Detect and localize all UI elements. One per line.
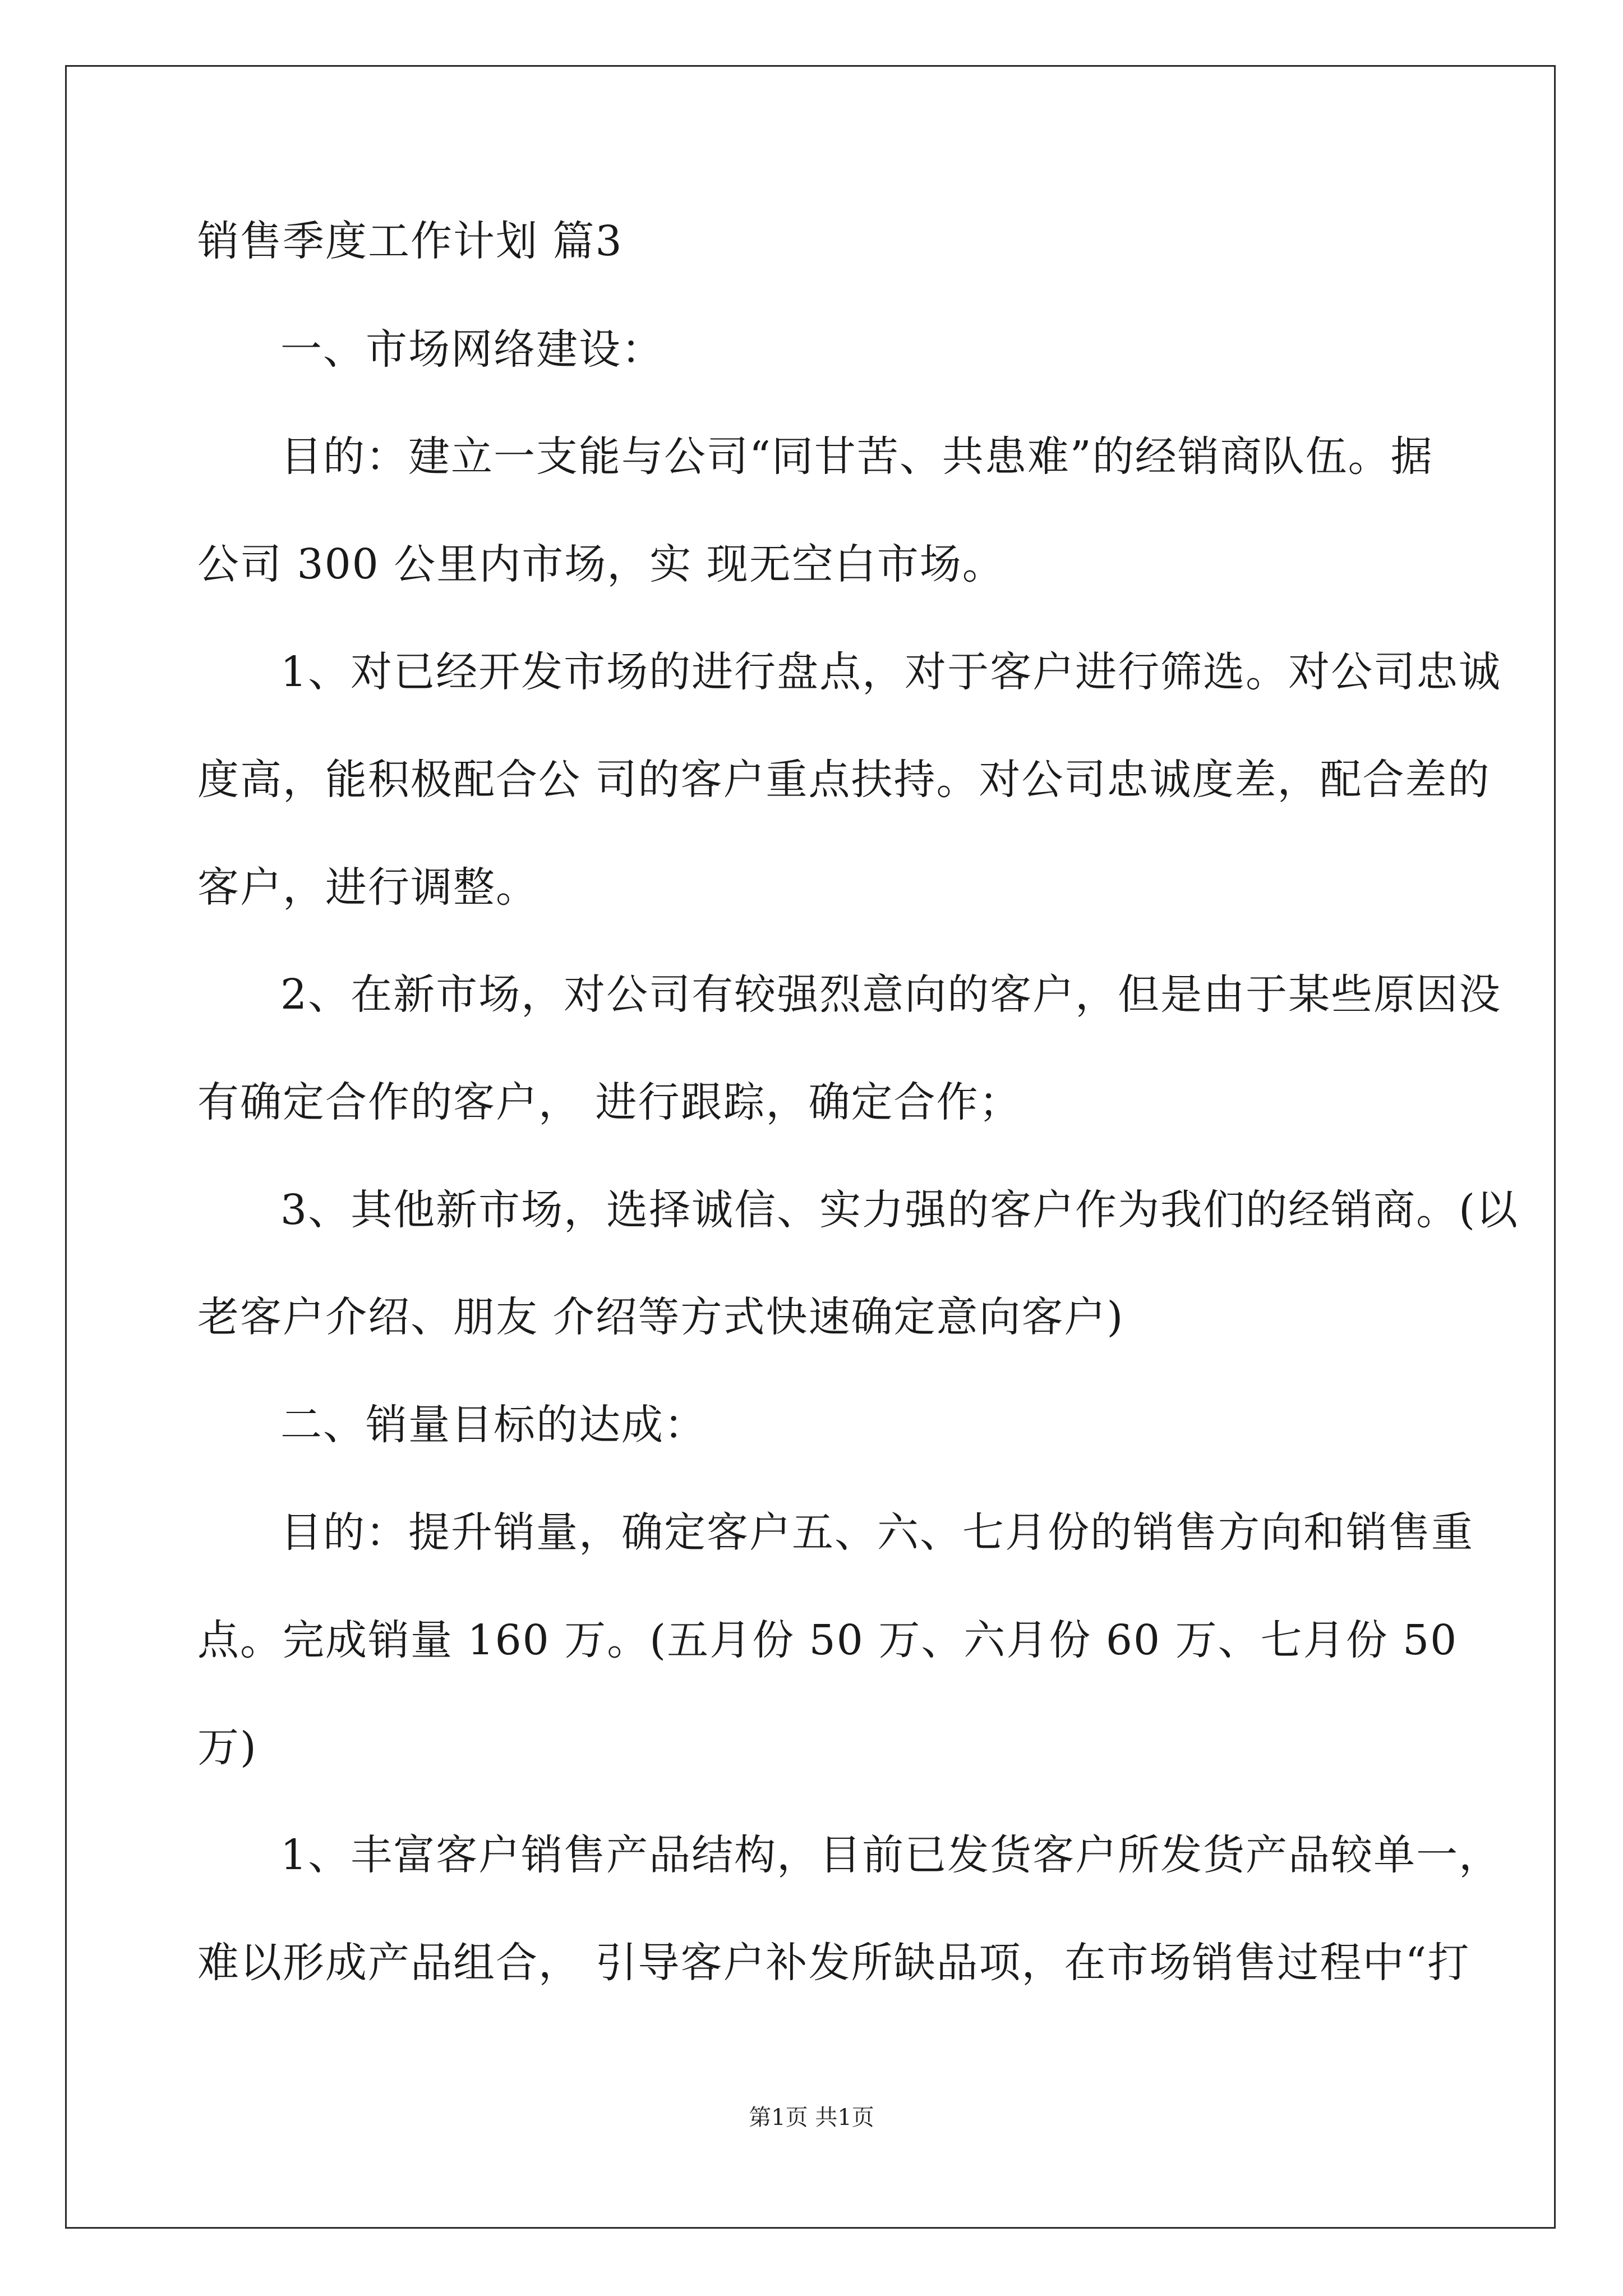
page-border	[65, 65, 1556, 2229]
paragraph-line: 1、丰富客户销售产品结构，目前已发货客户所发货产品较单一，	[280, 1831, 1502, 1879]
paragraph-line: 目的：建立一支能与公司“同甘苦、共患难”的经销商队伍。据	[280, 432, 1433, 481]
paragraph-line: 点。完成销量 160 万。(五月份 50 万、六月份 60 万、七月份 50	[197, 1616, 1458, 1664]
paragraph-line: 目的：提升销量，确定客户五、六、七月份的销售方向和销售重	[280, 1508, 1474, 1557]
paragraph-line: 公司 300 公里内市场，实 现无空白市场。	[197, 540, 1005, 588]
paragraph-line: 客户，进行调整。	[197, 863, 538, 912]
paragraph-line: 有确定合作的客户， 进行跟踪，确定合作；	[197, 1078, 1022, 1126]
page-footer: 第1页 共1页	[749, 2105, 874, 2131]
paragraph-line: 万)	[197, 1723, 257, 1772]
document-title: 销售季度工作计划 篇3	[197, 217, 623, 265]
paragraph-line: 难以形成产品组合， 引导客户补发所缺品项，在市场销售过程中“打	[197, 1939, 1470, 1987]
section-heading-1: 一、市场网络建设：	[280, 325, 664, 374]
paragraph-line: 度高，能积极配合公 司的客户重点扶持。对公司忠诚度差，配合差的	[197, 756, 1491, 804]
paragraph-line: 1、对已经开发市场的进行盘点，对于客户进行筛选。对公司忠诚	[280, 648, 1502, 696]
paragraph-line: 3、其他新市场，选择诚信、实力强的客户作为我们的经销商。(以	[280, 1186, 1519, 1234]
paragraph-line: 老客户介绍、朋友 介绍等方式快速确定意向客户)	[197, 1293, 1124, 1341]
paragraph-line: 2、在新市场，对公司有较强烈意向的客户，但是由于某些原因没	[280, 970, 1502, 1019]
section-heading-2: 二、销量目标的达成：	[280, 1401, 707, 1449]
